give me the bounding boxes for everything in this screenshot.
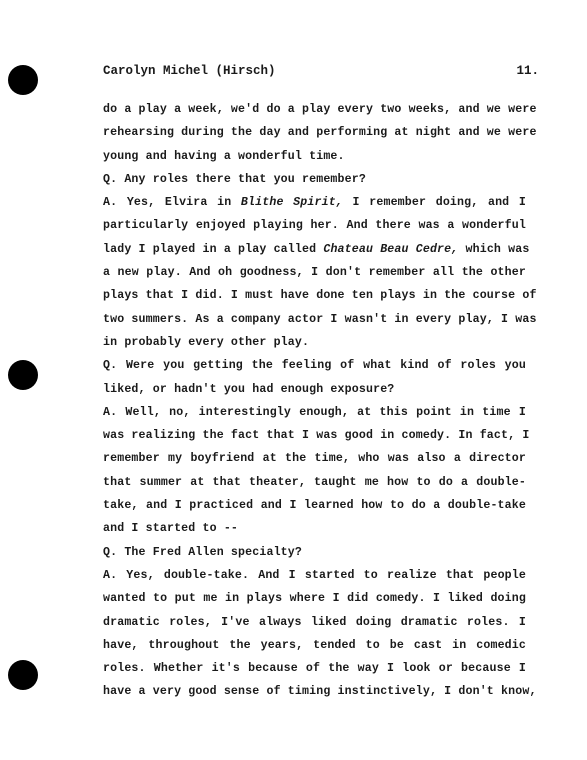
transcript-line: A. Yes, double-take. And I started to realize that people xyxy=(103,568,526,582)
interviewee-name: Carolyn Michel (Hirsch) xyxy=(103,64,276,78)
play-title: Chateau Beau Cedre, xyxy=(323,242,459,256)
line-segment: which was xyxy=(458,242,530,256)
transcript-line: have, throughout the years, tended to be cast in comedic xyxy=(103,638,526,652)
transcript-line xyxy=(103,191,526,214)
page-number: 11. xyxy=(516,64,539,78)
transcript-line: was realizing the fact that I was good in comedy. In fact, I xyxy=(103,429,530,443)
transcript-line: young and having a wonderful time. xyxy=(103,149,345,163)
page-header xyxy=(103,64,539,78)
transcript-line: liked, or hadn't you had enough exposure? xyxy=(103,382,395,396)
transcript-line: a new play. And oh goodness, I don't remember all the other xyxy=(103,266,526,280)
transcript-line: Q. Any roles there that you remember? xyxy=(103,172,366,186)
line-segment: I remember doing, and I xyxy=(342,196,526,210)
play-title: Blithe Spirit, xyxy=(240,196,343,210)
binder-hole-middle xyxy=(8,360,38,390)
transcript-line: rehearsing during the day and performing at night and we were xyxy=(103,126,537,140)
transcript-line xyxy=(103,238,530,261)
line-segment: lady I played in a play called xyxy=(103,242,324,256)
transcript-line: have a very good sense of timing instinctively, I don't know, xyxy=(103,685,537,699)
transcript-line: remember my boyfriend at the time, who was also a director xyxy=(103,452,526,466)
transcript-line: wanted to put me in plays where I did comedy. I liked doing xyxy=(103,592,526,606)
binder-hole-top xyxy=(8,65,38,95)
transcript-line: dramatic roles, I've always liked doing dramatic roles. I xyxy=(103,615,526,629)
transcript-body xyxy=(103,98,537,704)
transcript-line: do a play a week, we'd do a play every two weeks, and we were xyxy=(103,103,537,116)
transcript-line: take, and I practiced and I learned how to do a double-take xyxy=(103,499,526,513)
transcript-line: A. Well, no, interestingly enough, at this point in time I xyxy=(103,405,526,419)
binder-hole-bottom xyxy=(8,660,38,690)
transcript-line: Q. Were you getting the feeling of what kind of roles you xyxy=(103,359,526,373)
transcript-line: Q. The Fred Allen specialty? xyxy=(103,545,303,559)
transcript-line: particularly enjoyed playing her. And there was a wonderful xyxy=(103,219,526,233)
transcript-line: two summers. As a company actor I wasn't in every play, I was xyxy=(103,312,537,326)
transcript-line: and I started to -- xyxy=(103,522,239,536)
transcript-line: that summer at that theater, taught me how to do a double- xyxy=(103,475,526,489)
transcript-line: in probably every other play. xyxy=(103,335,310,349)
transcript-line: plays that I did. I must have done ten plays in the course of xyxy=(103,289,537,303)
transcript-line: roles. Whether it's because of the way I look or because I xyxy=(103,662,526,676)
line-segment: A. Yes, Elvira in xyxy=(103,196,241,210)
